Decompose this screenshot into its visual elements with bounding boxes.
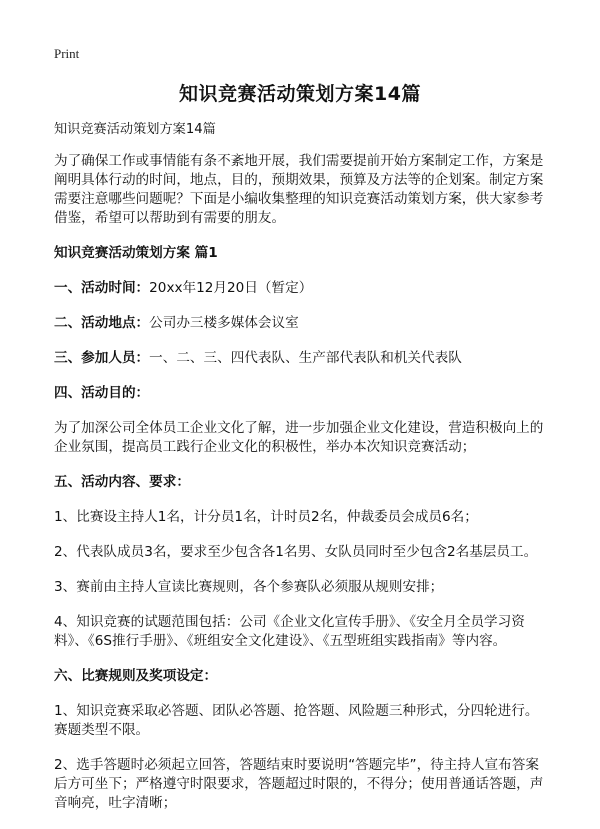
activity-time-label: 一、活动时间： [54, 280, 150, 296]
activity-place-value: 公司办三楼多媒体会议室 [149, 315, 299, 331]
purpose-paragraph: 为了加深公司全体员工企业文化了解，进一步加强企业文化建设，营造积极向上的企业氛围，提高员工践行企业文化的积极性，举办本次知识竞赛活动； [54, 420, 544, 455]
content-item: 2、代表队成员3名，要求至少包含各1名男、女队员同时至少包含2名基层员工。 [54, 544, 538, 560]
activity-time-value: 20xx年12月20日（暂定） [149, 280, 313, 296]
content-item: 1、比赛设主持人1名，计分员1名，计时员2名，仲裁委员会成员6名； [54, 509, 478, 525]
activity-place [54, 314, 548, 333]
section-heading: 知识竞赛活动策划方案 篇1 [54, 245, 218, 261]
activity-time [54, 279, 548, 298]
rules-heading: 六、比赛规则及奖项设定： [54, 668, 218, 684]
document-subtitle: 知识竞赛活动策划方案14篇 [54, 122, 216, 137]
content-heading: 五、活动内容、要求： [54, 474, 190, 490]
participants-value: 一、二、三、四代表队、生产部代表队和机关代表队 [149, 350, 462, 366]
activity-place-label: 二、活动地点： [54, 315, 150, 331]
purpose-heading: 四、活动目的： [54, 385, 150, 401]
rules-item: 1、知识竞赛采取必答题、团队必答题、抢答题、风险题三种形式，分四轮进行。赛题类型不限。 [54, 703, 539, 738]
print-label: Print [54, 46, 80, 61]
content-item: 4、知识竞赛的试题范围包括：公司《企业文化宣传手册》、《安全月全员学习资料》、《6S推行手册》、《班组安全文化建设》、《五型班组实践指南》等内容。 [54, 614, 525, 649]
page-title: 知识竞赛活动策划方案14篇 [179, 83, 421, 105]
document-body [54, 120, 548, 829]
participants-label: 三、参加人员： [54, 350, 150, 366]
content-item: 3、赛前由主持人宣读比赛规则，各个参赛队必须服从规则安排； [54, 579, 444, 595]
intro-paragraph: 为了确保工作或事情能有条不紊地开展，我们需要提前开始方案制定工作，方案是阐明具体行动的时间，地点，目的，预期效果，预算及方法等的企划案。制定方案需要注意哪些问题呢？下面是小编收集整理的知识竞赛活动策划方案，供大家参考借鉴，希望可以帮助到有需要的朋友。 [54, 153, 544, 226]
rules-item: 2、选手答题时必须起立回答，答题结束时要说明“答题完毕”，待主持人宣布答案后方可坐下；严格遵守时限要求，答题超过时限的，不得分；使用普通话答题，声音响亮，吐字清晰； [54, 757, 544, 811]
participants [54, 349, 548, 368]
